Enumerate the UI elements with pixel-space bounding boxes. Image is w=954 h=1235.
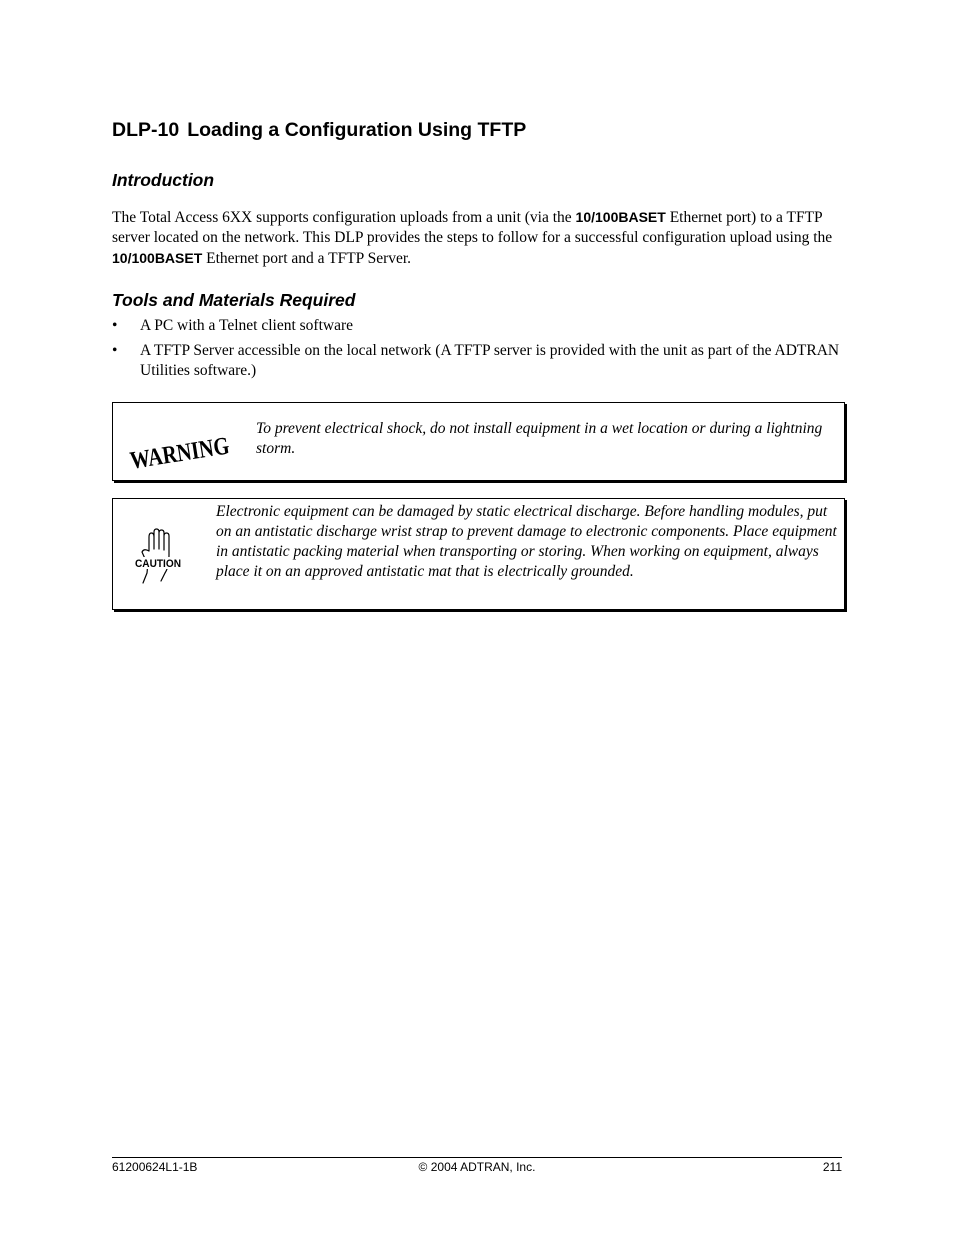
bullet: • [112,342,118,359]
intro-text-1: The Total Access 6XX supports configuration uploads from a unit (via the [112,209,576,226]
intro-text-3: Ethernet port and a TFTP Server. [202,250,412,267]
tools-list [112,316,844,386]
title-text: Loading a Configuration Using TFTP [187,119,527,141]
warning-logo-icon [125,425,255,475]
list-item-text: A TFTP Server accessible on the local network (A TFTP server is provided with the unit as part of the ADTRAN Utilities software.) [140,342,840,379]
list-item [112,341,844,381]
caution-hand-icon [131,527,185,589]
list-item [112,316,844,336]
footer-copyright: © 2004 ADTRAN, Inc. [418,1160,536,1174]
intro-text-2: Ethernet port) to a TFTP server located on the network. This DLP provides the steps to follow for a successful configuration upload using the [112,209,833,246]
port-label-1: 10/100BASET [575,209,666,225]
warning-text: To prevent electrical shock, do not install equipment in a wet location or during a lightning storm. [256,420,823,457]
warning-box [112,402,845,481]
footer-page-number: 211 [822,1160,842,1174]
tools-heading: Tools and Materials Required [112,290,356,310]
footer-doc-number: 61200624L1-1B [112,1160,198,1174]
warning-logo-text: WARNING [128,428,255,475]
caution-text: Electronic equipment can be damaged by static electrical discharge. Before handling modules, put on an antistatic discharge wrist strap to prevent damage to electronic components. Place equipment in antistatic packing material when transporting or storing. When working on equipment, always place it on an approved antistatic mat that is electrically grounded. [216,503,837,580]
footer-divider [112,1157,842,1158]
page-title [112,119,526,142]
caution-logo-text: CAUTION [135,558,182,570]
port-label-2: 10/100BASET [112,250,203,266]
dlp-number: DLP-10 [112,119,180,141]
bullet: • [112,317,118,334]
introduction-paragraph [112,207,844,269]
introduction-heading: Introduction [112,170,215,190]
list-item-text: A PC with a Telnet client software [140,317,354,334]
caution-box [112,498,845,610]
